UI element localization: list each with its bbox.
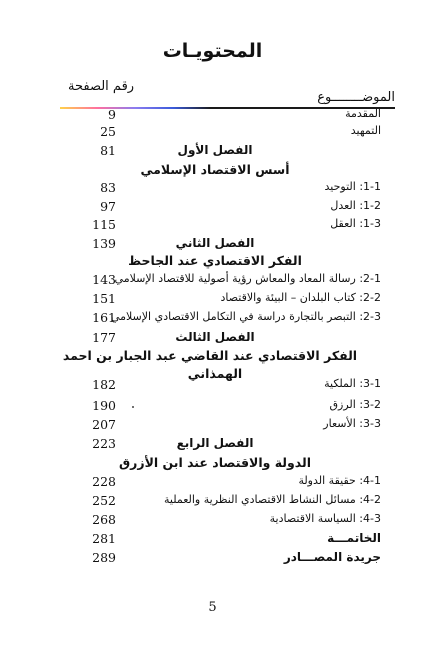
toc-page-number: 97: [100, 199, 116, 214]
toc-row: [0, 398, 425, 418]
toc-row: [0, 180, 425, 200]
toc-page-number: 25: [100, 124, 116, 139]
toc-page-number: 268: [92, 512, 116, 527]
toc-row: [0, 124, 425, 144]
toc-page-number: 177: [92, 330, 116, 345]
toc-row: [0, 455, 425, 475]
chapter-heading: الفصل الثالث: [175, 330, 255, 344]
toc-page-number: 115: [92, 217, 116, 232]
chapter-heading: الفصل الثاني: [175, 236, 255, 250]
toc-row: [0, 417, 425, 437]
toc-page-number: 228: [92, 474, 116, 489]
toc-label: التمهيد: [350, 124, 381, 137]
toc-page-number: 161: [92, 310, 116, 325]
toc-label: 2-1: رسالة المعاد والمعاش رؤية أصولية للاقتصاد الإسلامي: [114, 272, 381, 285]
toc-label: 3-2: الرزق: [329, 398, 381, 411]
toc-label: 2-2: كتاب البلدان – البيئة والاقتصاد: [220, 291, 381, 304]
toc-page-number: 83: [100, 180, 116, 195]
topic-column-header: الموضــــــــوع: [317, 90, 395, 105]
toc-page-number: 182: [92, 377, 116, 392]
toc-page-number: 9: [108, 107, 116, 122]
toc-page-number: 289: [92, 550, 116, 565]
toc-page-number: 207: [92, 417, 116, 432]
toc-page-number: 81: [100, 143, 116, 158]
toc-page-number: 151: [92, 291, 116, 306]
toc-page-number: 223: [92, 436, 116, 451]
page-number-column-header: رقم الصفحة: [68, 79, 135, 94]
page-title: المحتويـات: [162, 40, 263, 62]
chapter-title: الدولة والاقتصاد عند ابن الأزرق: [119, 455, 311, 470]
chapter-heading: الفصل الأول: [177, 143, 253, 157]
toc-label: 3-3: الأسعار: [323, 417, 381, 430]
toc-row: [0, 436, 425, 456]
toc-page-number: 139: [92, 236, 116, 251]
toc-page-number: 190: [92, 398, 116, 413]
toc-label: المقدمة: [345, 107, 381, 120]
toc-row: [0, 143, 425, 163]
chapter-title: الفكر الاقتصادي عند القاضي عبد الجبار بن احمد: [62, 348, 358, 363]
toc-row: [0, 217, 425, 237]
toc-row: [0, 162, 425, 182]
toc-page-number: 252: [92, 493, 116, 508]
toc-row: [0, 348, 425, 368]
toc-label: 1-3: العقل: [330, 217, 381, 230]
toc-label: 1-1: التوحيد: [324, 180, 381, 193]
toc-label: 4-3: السياسة الاقتصادية: [269, 512, 381, 525]
toc-row: [0, 291, 425, 311]
toc-row: [0, 310, 425, 330]
chapter-title-continued: الهمذاني: [187, 366, 243, 381]
toc-row: [0, 253, 425, 273]
chapter-heading: الفصل الرابع: [176, 436, 254, 450]
toc-row: [0, 330, 425, 350]
toc-row: [0, 512, 425, 532]
chapter-title: أسس الاقتصاد الإسلامي: [140, 162, 290, 177]
toc-row: [0, 474, 425, 494]
toc-label: جريدة المصـــادر: [283, 550, 381, 564]
toc-page-number: 281: [92, 531, 116, 546]
toc-row: [0, 377, 425, 397]
toc-label: 2-3: التبصر بالتجارة دراسة في التكامل الاقتصادي الإسلامي: [110, 310, 381, 323]
toc-label: 4-1: حقيقة الدولة: [298, 474, 381, 487]
toc-row: [0, 272, 425, 292]
ink-speck: [132, 406, 134, 408]
toc-page-number: 143: [92, 272, 116, 287]
toc-label: الخاتمـــة: [327, 531, 381, 545]
toc-label: 1-2: العدل: [330, 199, 381, 212]
toc-label: 4-2: مسائل النشاط الاقتصادي النظرية والعملية: [164, 493, 381, 506]
toc-label: 3-1: الملكية: [324, 377, 381, 390]
toc-row: [0, 493, 425, 513]
toc-row: [0, 550, 425, 570]
page-number: 5: [208, 600, 217, 615]
toc-row: [0, 199, 425, 219]
chapter-title: الفكر الاقتصادي عند الجاحظ: [128, 253, 302, 268]
toc-row: [0, 531, 425, 551]
